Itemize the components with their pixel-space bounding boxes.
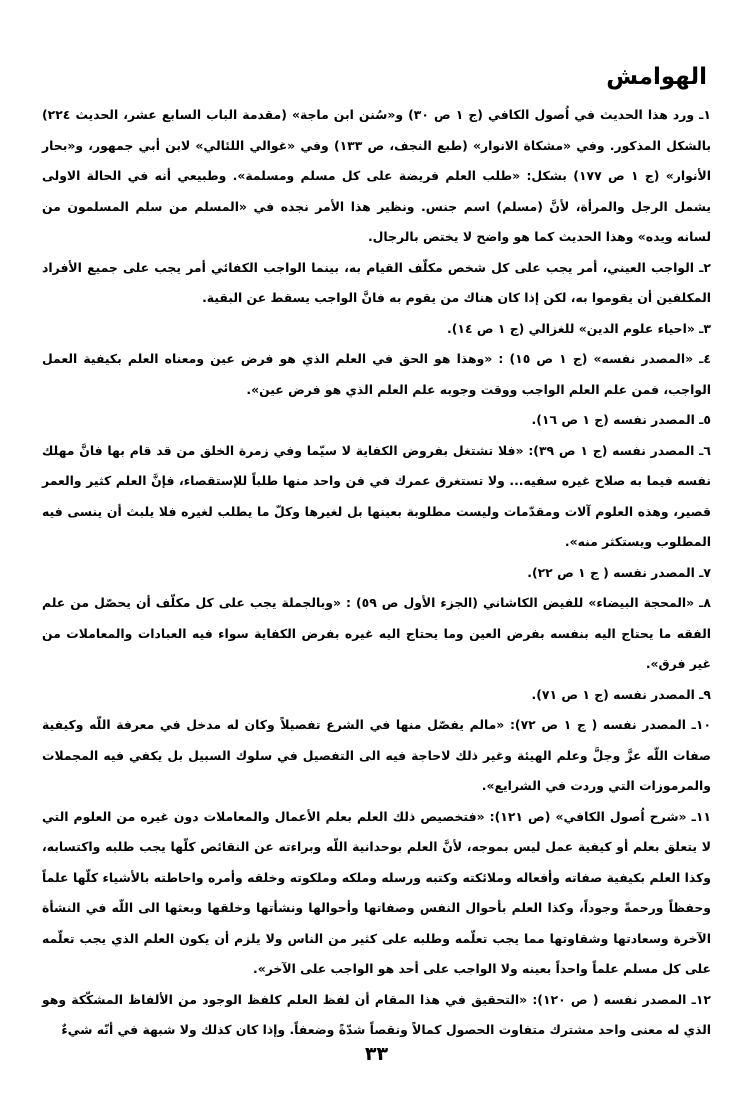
footnotes-list — [42, 100, 711, 1046]
footnote: ٣ـ «احياء علوم الدين» للغزالي (ج ١ ص ١٤). — [447, 320, 711, 336]
footnote: ١٠ـ المصدر نفسه ( ج ١ ص ٧٢): «مالم يفصّل منها في الشرع تفصيلاً وكان له مدخل في معرفة اللّه وكيفية صفات اللّه عزَّ وجلَّ وعلم الهيئة وغير ذلك لاحاجة فيه الى التفصيل في سلوك السبيل بل يكفي فيه المجملات والمرموزات التي وردت في الشرايع». — [42, 717, 712, 793]
footnote: ٩ـ المصدر نفسه (ج ١ ص ٧١). — [531, 686, 711, 702]
page-number: ٣٣ — [364, 1043, 389, 1065]
footnote: ٤ـ «المصدر نفسه» (ج ١ ص ١٥) : «وهذا هو الحق في العلم الذي هو فرض عين ومعناه العلم بكيفية العمل الواجب، فمن علم العلم الواجب ووقت وجوبه علم العلم الذي هو فرض عين». — [42, 351, 711, 397]
footnote: ٥ـ المصدر نفسه (ج ١ ص ١٦). — [531, 412, 711, 427]
footnote: ٨ـ «المحجة البيضاء» للفيض الكاشاني (الجزء الأول ص ٥٩) : «وبالجملة يجب على كل مكلّف أن يحصّل من علم الفقه ما يحتاج اليه بنفسه بفرض العين وما يحتاج اليه غيره بفرض الكفاية سواء فيه العبادات والمعاملات من غير فرق». — [42, 595, 711, 671]
footnote: ٦ـ المصدر نفسه (ج ١ ص ٣٩): «فلا تشتغل بفروض الكفاية لا سيّما وفي زمرة الخلق من قد قام بها فانَّ مهلك نفسه فيما به صلاح غيره سفيه... ولا تستغرق عمرك في فن واحد منها طلباً للإستقصاء، فإنَّ العلم كثير والعمر قصير، وهذه العلوم آلات ومقدّمات وليست مطلوبة بعينها بل لغيرها وكلّ ما يطلب لغيره فلا يلبث أن ينسى فيه المطلوب ويستكثر منه». — [42, 442, 711, 549]
footnote: ١ـ ورد هذا الحديث في اُصول الكافي (ج ١ ص ٣٠) و«سُنن ابن ماجة» (مقدمة الباب السابع عشر، الحديث ٢٢٤) بالشكل المذكور. وفي «مشكاة الانوار» (طبع النجف، ص ١٣٣) وفي «غوالي اللئالي» لابن أبي جمهور، و«بحار الأنوار» (ج ١ ص ١٧٧) بشكل: «طلب العلم فريضة على كل مسلم ومسلمة». وطبيعي أنه في الحالة الاولى يشمل الرجل والمرأة، لأنَّ (مسلم) اسم جنس. ونظير هذا الأمر نجده في «المسلم من سلم المسلمون من لسانه ويده» وهذا الحديث كما هو واضح لا يختص بالرجال. — [42, 107, 712, 244]
footnote: ١١ـ «شرح اُصول الكافي» (ص ١٢١): «فتخصيص ذلك العلم بعلم الأعمال والمعاملات دون غيره من العلوم التي لا يتعلق بعلم أو كيفية عمل ليس بموجه، لأنَّ العلم بوحدانية اللّه وبراءته عن النقائص كلّها يجب طلبه واكتسابه، وكذا العلم بكيفية صفاته وأفعاله وملائكته وكتبه ورسله وملكه وملكوته وخلقه وأمره واحاطته بالأشياء كلّها علماً وحفظاً ورحمةً وجوداً، وكذا العلم بأحوال النفس وصفاتها وأحوالها ونشأتها وخلقها وبعثها الى اللّه في النشأة الآخرة وسعادتها وشقاوتها مما يجب تعلّمه وطلبه على كثير من الناس ولا يلزم أن يكون العلم الذي يجب تعلّمه على كل مسلم علماً واحداً بعينه ولا الواجب على أحد هو الواجب على الآخر». — [42, 808, 711, 976]
footnote: ٢ـ الواجب العيني، أمر يجب على كل شخص مكلّف القيام به، بينما الواجب الكفائي أمر يجب على جميع الأفراد المكلفين أن يقوموا به، لكن إذا كان هناك من يقوم به فانَّ الواجب يسقط عن البقية. — [42, 259, 711, 305]
page-title: الهوامش — [606, 64, 707, 90]
footnote: ٧ـ المصدر نفسه ( ج ١ ص ٢٢). — [527, 564, 711, 580]
footnote: ١٢ـ المصدر نفسه ( ص ١٢٠): «التحقيق في هذا المقام أن لفظ العلم كلفظ الوجود من الألفاظ المشكّكة وهو الذي له معنى واحد مشترك متفاوت الحصول كمالاً ونقصاً شدّةً وضعفاً. وإذا كان كذلك ولا شبهة في أنّه شيءٌ — [42, 991, 711, 1037]
